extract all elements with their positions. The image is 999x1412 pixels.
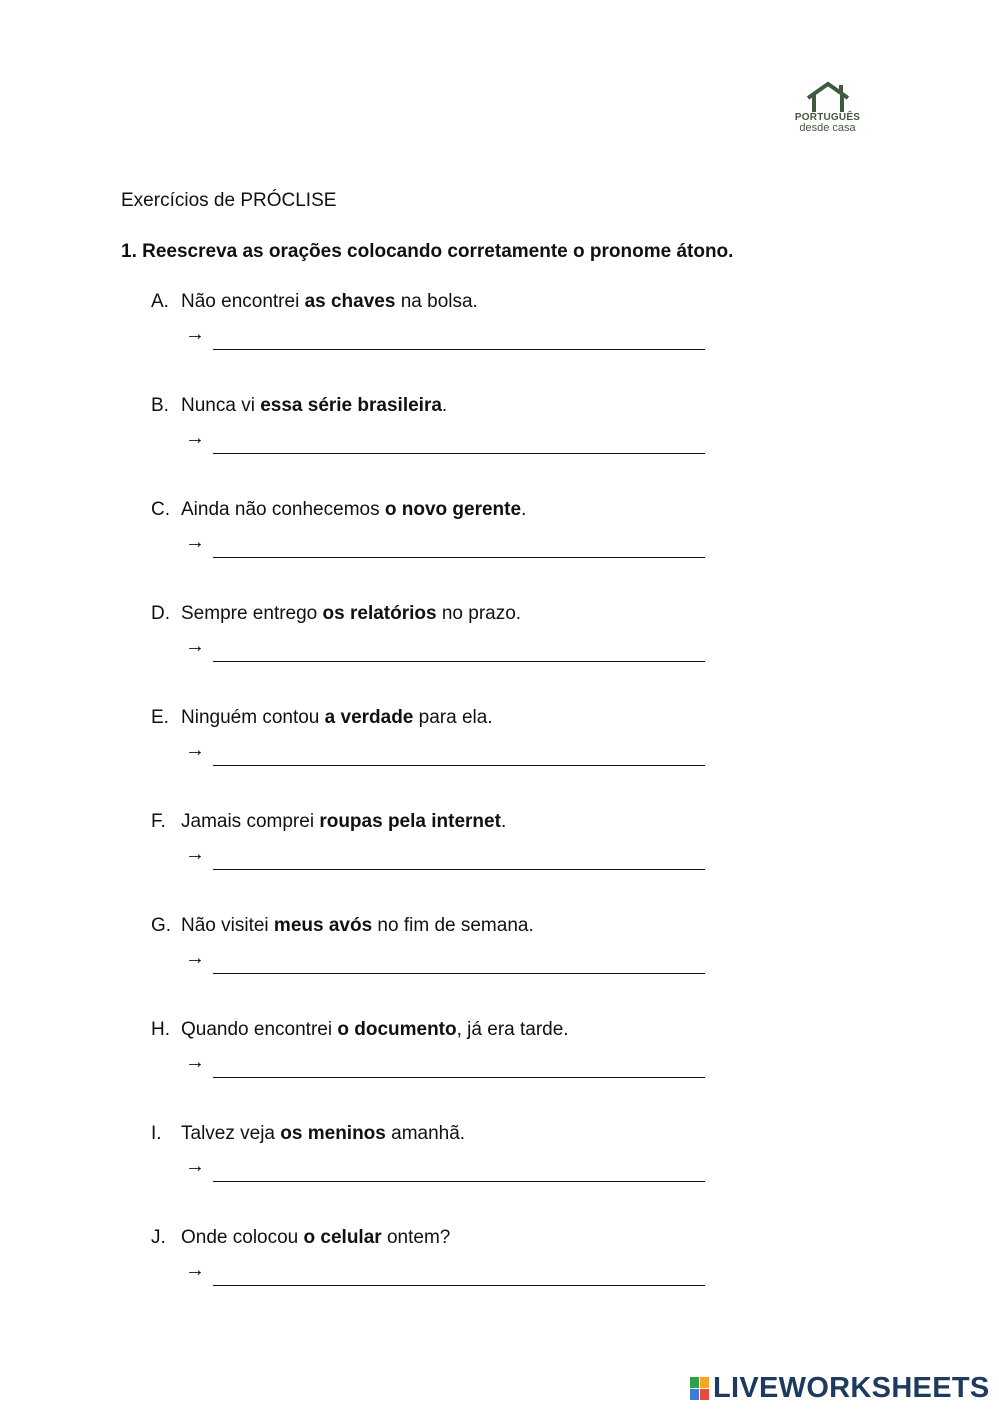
- exercise-item: [151, 291, 478, 313]
- answer-input[interactable]: [213, 639, 705, 662]
- arrow-icon: →: [185, 323, 205, 345]
- arrow-icon: →: [185, 1259, 205, 1281]
- exercise-text-post: no fim de semana.: [372, 915, 534, 936]
- exercise-text-pre: Onde colocou: [181, 1227, 304, 1248]
- answer-input[interactable]: [213, 847, 705, 870]
- exercise-highlight: o celular: [303, 1227, 382, 1248]
- arrow-icon: →: [185, 947, 205, 969]
- house-icon: [804, 80, 852, 114]
- arrow-icon: →: [185, 843, 205, 865]
- answer-row: [185, 1155, 705, 1183]
- exercise-item: [151, 1123, 465, 1145]
- exercise-letter: J.: [151, 1227, 166, 1248]
- exercise-letter: C.: [151, 499, 170, 520]
- exercise-item: [151, 1227, 450, 1249]
- exercise-letter: F.: [151, 811, 166, 832]
- exercise-text-post: para ela.: [413, 707, 493, 728]
- exercise-text-post: ontem?: [381, 1227, 451, 1248]
- answer-input[interactable]: [213, 327, 705, 350]
- exercise-text-pre: Nunca vi: [181, 395, 261, 416]
- brand-text: LIVEWORKSHEETS: [713, 1371, 990, 1404]
- exercise-letter: B.: [151, 395, 169, 416]
- exercise-highlight: os relatórios: [322, 603, 437, 624]
- exercise-letter: A.: [151, 291, 169, 312]
- arrow-icon: →: [185, 1051, 205, 1073]
- exercise-text-post: no prazo.: [436, 603, 522, 624]
- exercise-highlight: o novo gerente: [384, 499, 522, 520]
- answer-input[interactable]: [213, 743, 705, 766]
- exercise-text-post: .: [441, 395, 448, 416]
- exercise-letter: G.: [151, 915, 172, 936]
- answer-row: [185, 843, 705, 871]
- answer-row: [185, 739, 705, 767]
- arrow-icon: →: [185, 531, 205, 553]
- exercise-item: [151, 395, 447, 417]
- liveworksheets-brand: [690, 1372, 990, 1404]
- exercise-text-pre: Ainda não conhecemos: [181, 499, 385, 520]
- answer-input[interactable]: [213, 951, 705, 974]
- answer-input[interactable]: [213, 1159, 705, 1182]
- exercise-letter: I.: [151, 1123, 162, 1144]
- exercise-text-post: .: [521, 499, 527, 520]
- answer-input[interactable]: [213, 1263, 705, 1286]
- logo-line2: desde casa: [799, 122, 856, 134]
- exercise-text-post: na bolsa.: [395, 291, 478, 312]
- answer-row: [185, 531, 705, 559]
- instruction: 1. Reescreva as orações colocando corretamente o pronome átono.: [121, 241, 734, 262]
- answer-row: [185, 323, 705, 351]
- exercise-text-post: , já era tarde.: [456, 1019, 569, 1040]
- exercise-highlight: a verdade: [324, 707, 414, 728]
- exercise-letter: H.: [151, 1019, 170, 1040]
- answer-row: [185, 1051, 705, 1079]
- exercise-letter: E.: [151, 707, 169, 728]
- exercise-item: [151, 1019, 569, 1041]
- exercise-highlight: o documento: [337, 1019, 457, 1040]
- exercise-highlight: os meninos: [280, 1123, 386, 1144]
- answer-input[interactable]: [213, 431, 705, 454]
- exercise-text-post: amanhã.: [385, 1123, 466, 1144]
- arrow-icon: →: [185, 427, 205, 449]
- exercise-item: [151, 603, 521, 625]
- exercise-item: [151, 707, 493, 729]
- exercise-highlight: as chaves: [304, 291, 396, 312]
- exercise-highlight: essa série brasileira: [260, 395, 442, 416]
- exercise-text-pre: Ninguém contou: [181, 707, 325, 728]
- exercise-highlight: meus avós: [273, 915, 373, 936]
- exercise-item: [151, 499, 526, 521]
- exercise-text-pre: Talvez veja: [181, 1123, 281, 1144]
- exercise-text-pre: Quando encontrei: [181, 1019, 338, 1040]
- exercise-text-pre: Não visitei: [181, 915, 274, 936]
- exercise-text-pre: Não encontrei: [181, 291, 305, 312]
- arrow-icon: →: [185, 739, 205, 761]
- exercise-highlight: roupas pela internet: [319, 811, 501, 832]
- answer-row: [185, 947, 705, 975]
- arrow-icon: →: [185, 635, 205, 657]
- answer-row: [185, 1259, 705, 1287]
- liveworksheets-logo-icon: [690, 1377, 709, 1400]
- answer-input[interactable]: [213, 535, 705, 558]
- exercise-text-post: .: [500, 811, 507, 832]
- answer-row: [185, 635, 705, 663]
- logo-line1: PORTUGUÊS: [794, 112, 861, 123]
- exercise-text-pre: Jamais comprei: [181, 811, 320, 832]
- exercise-item: [151, 915, 534, 937]
- exercise-item: [151, 811, 506, 833]
- logo: [790, 80, 865, 144]
- answer-row: [185, 427, 705, 455]
- exercise-letter: D.: [151, 603, 170, 624]
- answer-input[interactable]: [213, 1055, 705, 1078]
- page-title: Exercícios de PRÓCLISE: [121, 190, 337, 211]
- arrow-icon: →: [185, 1155, 205, 1177]
- exercise-text-pre: Sempre entrego: [181, 603, 323, 624]
